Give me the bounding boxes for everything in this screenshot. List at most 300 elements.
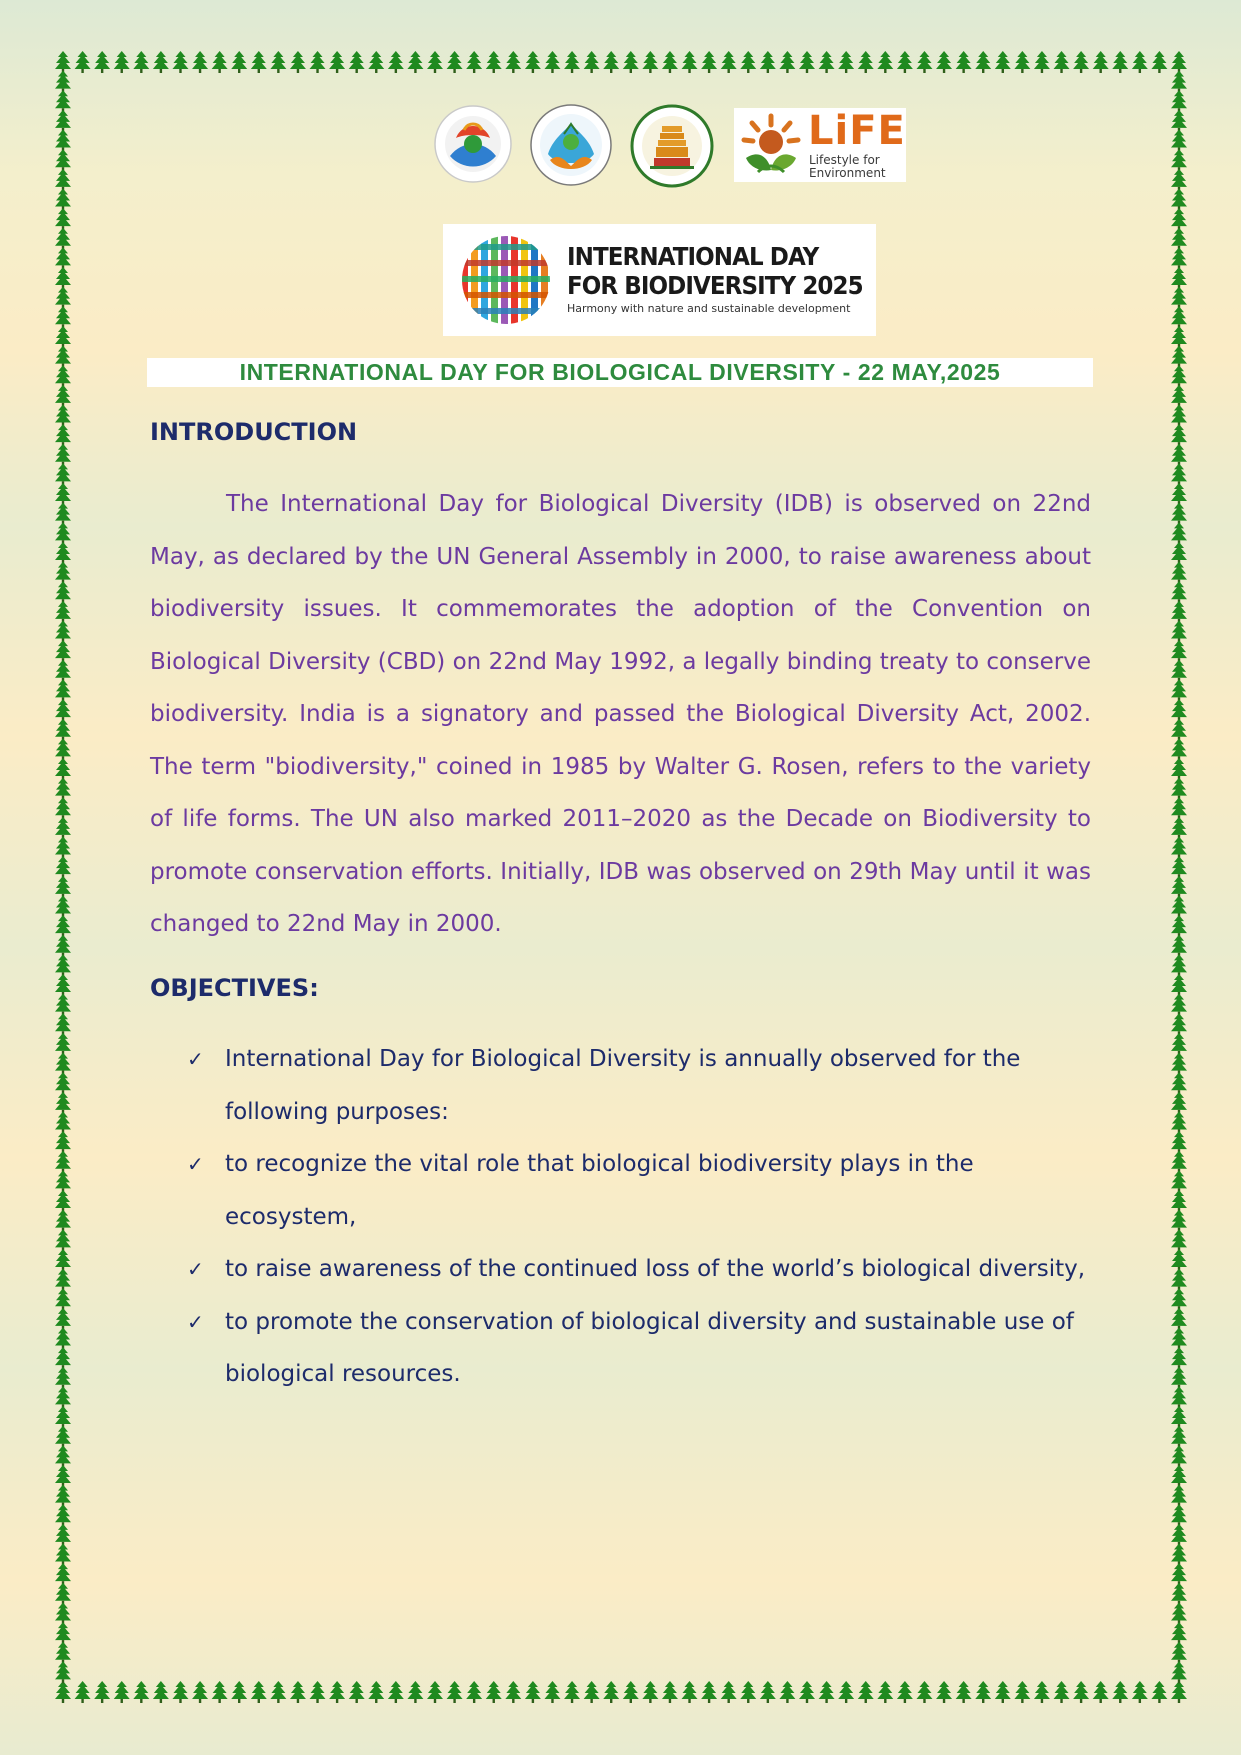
tree-icon bbox=[55, 1622, 71, 1644]
tree-icon bbox=[55, 169, 71, 191]
tree-icon bbox=[525, 51, 541, 73]
tree-icon bbox=[1171, 1013, 1187, 1035]
tree-icon bbox=[1171, 1210, 1187, 1232]
tree-icon bbox=[55, 1524, 71, 1546]
tree-icon bbox=[858, 51, 874, 73]
tree-icon bbox=[819, 1681, 835, 1703]
tree-icon bbox=[427, 51, 443, 73]
tree-icon bbox=[55, 130, 71, 152]
tree-icon bbox=[55, 1092, 71, 1114]
objective-text: International Day for Biological Diversity is annually observed for the following purposes: bbox=[225, 1046, 1021, 1125]
tree-icon bbox=[1171, 1661, 1187, 1683]
life-logo-text: LiFE bbox=[808, 108, 906, 154]
tree-icon bbox=[231, 51, 247, 73]
tree-icon bbox=[1171, 1583, 1187, 1605]
tree-icon bbox=[1171, 51, 1187, 73]
tree-icon bbox=[55, 306, 71, 328]
tree-icon bbox=[956, 51, 972, 73]
tree-icon bbox=[1014, 1681, 1030, 1703]
tree-icon bbox=[55, 778, 71, 800]
tree-icon bbox=[55, 837, 71, 859]
tree-icon bbox=[388, 1681, 404, 1703]
tree-icon bbox=[1151, 1681, 1167, 1703]
tree-icon bbox=[1171, 346, 1187, 368]
tree-icon bbox=[799, 1681, 815, 1703]
tree-icon bbox=[55, 581, 71, 603]
tree-icon bbox=[1171, 1170, 1187, 1192]
tree-icon bbox=[819, 51, 835, 73]
tree-icon bbox=[55, 1033, 71, 1055]
tree-icon bbox=[1171, 306, 1187, 328]
tree-icon bbox=[486, 1681, 502, 1703]
tree-icon bbox=[55, 1426, 71, 1448]
tree-icon bbox=[55, 1367, 71, 1389]
tree-icon bbox=[1093, 1681, 1109, 1703]
tree-icon bbox=[1171, 935, 1187, 957]
tree-icon bbox=[55, 895, 71, 917]
banner-title bbox=[567, 242, 863, 300]
check-icon: ✓ bbox=[187, 1047, 204, 1071]
tree-icon bbox=[55, 738, 71, 760]
tree-icon bbox=[133, 1681, 149, 1703]
tree-icon bbox=[1171, 1445, 1187, 1467]
tree-icon bbox=[55, 463, 71, 485]
tree-icon bbox=[1171, 915, 1187, 937]
tree-icon bbox=[447, 51, 463, 73]
tree-icon bbox=[55, 1504, 71, 1526]
objective-item bbox=[178, 1243, 1098, 1296]
tree-icon bbox=[55, 503, 71, 525]
tree-icon bbox=[1171, 1288, 1187, 1310]
tree-icon bbox=[55, 954, 71, 976]
tree-icon bbox=[721, 51, 737, 73]
eiacp-logo bbox=[528, 100, 614, 190]
tree-icon bbox=[94, 1681, 110, 1703]
tree-icon bbox=[1171, 1347, 1187, 1369]
banner-tagline: Harmony with nature and sustainable development bbox=[567, 302, 851, 315]
tree-icon bbox=[55, 660, 71, 682]
tree-icon bbox=[1132, 51, 1148, 73]
tree-icon bbox=[270, 1681, 286, 1703]
tree-icon bbox=[1073, 51, 1089, 73]
tree-icon bbox=[1171, 149, 1187, 171]
check-icon: ✓ bbox=[187, 1152, 204, 1176]
tree-icon bbox=[1073, 1681, 1089, 1703]
tree-icon bbox=[838, 51, 854, 73]
tree-icon bbox=[55, 1190, 71, 1212]
tree-icon bbox=[55, 267, 71, 289]
tree-icon bbox=[1171, 562, 1187, 584]
tree-icon bbox=[1171, 1426, 1187, 1448]
tree-icon bbox=[55, 1661, 71, 1683]
tree-icon bbox=[75, 51, 91, 73]
tree-icon bbox=[55, 1386, 71, 1408]
tree-icon bbox=[1171, 1269, 1187, 1291]
tree-icon bbox=[55, 719, 71, 741]
tamil-nadu-govt-emblem bbox=[630, 100, 714, 194]
tree-icon bbox=[486, 51, 502, 73]
tree-icon bbox=[55, 71, 71, 93]
tree-icon bbox=[897, 1681, 913, 1703]
tree-icon bbox=[1171, 1406, 1187, 1428]
tree-icon bbox=[55, 562, 71, 584]
tree-icon bbox=[251, 1681, 267, 1703]
tree-icon bbox=[1171, 169, 1187, 191]
tree-icon bbox=[1171, 738, 1187, 760]
tree-icon bbox=[1171, 90, 1187, 112]
tree-icon bbox=[799, 51, 815, 73]
tree-icon bbox=[466, 51, 482, 73]
tree-icon bbox=[1171, 640, 1187, 662]
tree-icon bbox=[1171, 444, 1187, 466]
tree-icon bbox=[1171, 208, 1187, 230]
tree-icon bbox=[1171, 1092, 1187, 1114]
tree-icon bbox=[55, 876, 71, 898]
tree-icon bbox=[1171, 758, 1187, 780]
check-icon: ✓ bbox=[187, 1309, 204, 1334]
tree-icon bbox=[349, 1681, 365, 1703]
tree-icon bbox=[1171, 719, 1187, 741]
tree-icon bbox=[779, 51, 795, 73]
tree-icon bbox=[55, 287, 71, 309]
objective-item bbox=[178, 1138, 1098, 1243]
objectives-title: OBJECTIVES: bbox=[150, 974, 319, 1002]
tree-icon bbox=[55, 856, 71, 878]
tree-icon bbox=[1171, 954, 1187, 976]
tree-icon bbox=[1171, 503, 1187, 525]
tree-icon bbox=[55, 1013, 71, 1035]
tree-icon bbox=[55, 1465, 71, 1487]
tree-icon bbox=[55, 1328, 71, 1350]
tree-icon bbox=[192, 1681, 208, 1703]
tree-icon bbox=[55, 385, 71, 407]
tree-icon bbox=[55, 1563, 71, 1585]
banner-title-line1: INTERNATIONAL DAY bbox=[567, 242, 819, 271]
tree-icon bbox=[1171, 660, 1187, 682]
tree-icon bbox=[1171, 837, 1187, 859]
tree-icon bbox=[603, 1681, 619, 1703]
tree-icon bbox=[936, 51, 952, 73]
life-logo-subtitle: Lifestyle for Environment bbox=[809, 153, 886, 180]
tree-icon bbox=[114, 1681, 130, 1703]
tree-icon bbox=[1171, 326, 1187, 348]
tree-icon bbox=[701, 1681, 717, 1703]
tree-icon bbox=[1171, 287, 1187, 309]
tree-icon bbox=[55, 994, 71, 1016]
objective-item bbox=[178, 1296, 1098, 1401]
tree-icon bbox=[1112, 1681, 1128, 1703]
tree-icon bbox=[407, 1681, 423, 1703]
tree-icon bbox=[329, 51, 345, 73]
tree-icon bbox=[55, 679, 71, 701]
objective-item bbox=[178, 1033, 1098, 1138]
tree-icon bbox=[310, 1681, 326, 1703]
tree-icon bbox=[172, 1681, 188, 1703]
tree-icon bbox=[1034, 1681, 1050, 1703]
tree-icon bbox=[1171, 1465, 1187, 1487]
tree-icon bbox=[1171, 601, 1187, 623]
tree-icon bbox=[153, 51, 169, 73]
tree-icon bbox=[55, 1544, 71, 1566]
tree-icon bbox=[1171, 110, 1187, 132]
tree-icon bbox=[662, 51, 678, 73]
tree-icon bbox=[55, 915, 71, 937]
tree-icon bbox=[505, 1681, 521, 1703]
tree-icon bbox=[584, 1681, 600, 1703]
tree-icon bbox=[172, 51, 188, 73]
tree-icon bbox=[55, 797, 71, 819]
tree-icon bbox=[466, 1681, 482, 1703]
tree-icon bbox=[1171, 1386, 1187, 1408]
tree-icon bbox=[505, 51, 521, 73]
tree-icon bbox=[936, 1681, 952, 1703]
tree-icon bbox=[290, 51, 306, 73]
tree-icon bbox=[682, 51, 698, 73]
tree-icon bbox=[368, 1681, 384, 1703]
tree-icon bbox=[1171, 522, 1187, 544]
tree-icon bbox=[1171, 621, 1187, 643]
tree-icon bbox=[916, 1681, 932, 1703]
tree-icon bbox=[310, 51, 326, 73]
tree-icon bbox=[55, 1681, 71, 1703]
tree-icon bbox=[1171, 1328, 1187, 1350]
tree-icon bbox=[231, 1681, 247, 1703]
tree-icon bbox=[1171, 71, 1187, 93]
tree-icon bbox=[55, 346, 71, 368]
introduction-title: INTRODUCTION bbox=[150, 418, 358, 446]
tree-icon bbox=[544, 1681, 560, 1703]
tree-icon bbox=[1171, 404, 1187, 426]
tree-icon bbox=[368, 51, 384, 73]
national-institute-logo bbox=[432, 100, 514, 188]
tree-icon bbox=[1171, 778, 1187, 800]
tree-icon bbox=[740, 1681, 756, 1703]
tree-icon bbox=[55, 1642, 71, 1664]
life-logo bbox=[734, 108, 906, 182]
tree-icon bbox=[55, 1288, 71, 1310]
tree-icon bbox=[55, 1249, 71, 1271]
tree-icon bbox=[55, 90, 71, 112]
tree-icon bbox=[212, 51, 228, 73]
tree-icon bbox=[94, 51, 110, 73]
tree-icon bbox=[55, 601, 71, 623]
tree-icon bbox=[916, 51, 932, 73]
tree-icon bbox=[55, 149, 71, 171]
tree-icon bbox=[251, 51, 267, 73]
tree-icon bbox=[329, 1681, 345, 1703]
tree-icon bbox=[838, 1681, 854, 1703]
tree-icon bbox=[114, 51, 130, 73]
tree-icon bbox=[1171, 247, 1187, 269]
tree-icon bbox=[1171, 1111, 1187, 1133]
tree-icon bbox=[55, 1406, 71, 1428]
tree-icon bbox=[1171, 817, 1187, 839]
tree-icon bbox=[270, 51, 286, 73]
tree-icon bbox=[1171, 542, 1187, 564]
tree-icon bbox=[1171, 1602, 1187, 1624]
tree-icon bbox=[55, 1210, 71, 1232]
tree-icon bbox=[290, 1681, 306, 1703]
tree-icon bbox=[55, 1583, 71, 1605]
tree-icon bbox=[1171, 424, 1187, 446]
check-icon: ✓ bbox=[187, 1257, 204, 1281]
tree-icon bbox=[1171, 1131, 1187, 1153]
tree-icon bbox=[1112, 51, 1128, 73]
tree-icon bbox=[1171, 1485, 1187, 1507]
idb-2025-banner bbox=[443, 224, 876, 336]
tree-icon bbox=[55, 1111, 71, 1133]
tree-icon bbox=[642, 1681, 658, 1703]
tree-icon bbox=[1171, 1504, 1187, 1526]
tree-icon bbox=[525, 1681, 541, 1703]
tree-icon bbox=[858, 1681, 874, 1703]
tree-icon bbox=[975, 51, 991, 73]
tree-icon bbox=[623, 1681, 639, 1703]
tree-icon bbox=[55, 1131, 71, 1153]
tree-icon bbox=[55, 228, 71, 250]
objective-text: to raise awareness of the continued loss of the world’s biological diversity, bbox=[225, 1256, 1086, 1282]
tree-icon bbox=[55, 542, 71, 564]
tree-icon bbox=[55, 51, 71, 73]
tree-icon bbox=[1132, 1681, 1148, 1703]
tree-icon bbox=[1171, 1151, 1187, 1173]
tree-icon bbox=[1171, 1367, 1187, 1389]
tree-icon bbox=[55, 424, 71, 446]
tree-icon bbox=[55, 1151, 71, 1173]
tree-icon bbox=[1171, 1249, 1187, 1271]
tree-icon bbox=[1151, 51, 1167, 73]
tree-icon bbox=[55, 699, 71, 721]
banner-title-line2: FOR BIODIVERSITY 2025 bbox=[567, 271, 863, 300]
tree-icon bbox=[133, 51, 149, 73]
introduction-body: The International Day for Biological Diversity (IDB) is observed on 22nd May, as declared by the UN General Assembly in 2000, to raise awareness about biodiversity issues. It commemorates the adoption of the Convention on Biological Diversity (CBD) on 22nd May 1992, a legally binding treaty to conserve biodiversity. India is a signatory and passed the Biological Diversity Act, 2002. The term "biodiversity," coined in 1985 by Walter G. Rosen, refers to the variety of life forms. The UN also marked 2011–2020 as the Decade on Biodiversity to promote conservation efforts. Initially, IDB was observed on 29th May until it was changed to 22nd May in 2000. bbox=[150, 491, 1091, 937]
tree-icon bbox=[1171, 483, 1187, 505]
tree-icon bbox=[55, 974, 71, 996]
tree-icon bbox=[740, 51, 756, 73]
tree-icon bbox=[623, 51, 639, 73]
tree-icon bbox=[1171, 463, 1187, 485]
tree-icon bbox=[55, 1308, 71, 1330]
tree-icon bbox=[1171, 1053, 1187, 1075]
tree-icon bbox=[1171, 1681, 1187, 1703]
tree-icon bbox=[349, 51, 365, 73]
tree-icon bbox=[662, 1681, 678, 1703]
tree-icon bbox=[1014, 51, 1030, 73]
tree-icon bbox=[55, 758, 71, 780]
logos-row bbox=[430, 100, 910, 196]
tree-icon bbox=[55, 483, 71, 505]
tree-icon bbox=[55, 1602, 71, 1624]
tree-icon bbox=[995, 1681, 1011, 1703]
tree-icon bbox=[1171, 994, 1187, 1016]
tree-icon bbox=[584, 51, 600, 73]
tree-icon bbox=[1054, 1681, 1070, 1703]
tree-icon bbox=[1171, 974, 1187, 996]
tree-icon bbox=[1171, 267, 1187, 289]
tree-icon bbox=[1171, 699, 1187, 721]
tree-icon bbox=[760, 1681, 776, 1703]
tree-icon bbox=[55, 208, 71, 230]
tree-icon bbox=[1171, 895, 1187, 917]
tree-icon bbox=[682, 1681, 698, 1703]
tree-icon bbox=[153, 1681, 169, 1703]
tree-icon bbox=[55, 640, 71, 662]
tree-icon bbox=[55, 1229, 71, 1251]
tree-icon bbox=[55, 1485, 71, 1507]
tree-icon bbox=[1171, 1524, 1187, 1546]
tree-icon bbox=[1171, 581, 1187, 603]
tree-icon bbox=[55, 247, 71, 269]
tree-icon bbox=[1171, 365, 1187, 387]
tree-icon bbox=[212, 1681, 228, 1703]
tree-icon bbox=[995, 51, 1011, 73]
tree-icon bbox=[564, 1681, 580, 1703]
tree-icon bbox=[975, 1681, 991, 1703]
tree-icon bbox=[1171, 1072, 1187, 1094]
tree-icon bbox=[779, 1681, 795, 1703]
tree-icon bbox=[1171, 385, 1187, 407]
tree-icon bbox=[1171, 679, 1187, 701]
objective-text: to recognize the vital role that biological biodiversity plays in the ecosystem, bbox=[225, 1151, 974, 1230]
tree-icon bbox=[1093, 51, 1109, 73]
tree-icon bbox=[1171, 1563, 1187, 1585]
sun-leaf-icon bbox=[738, 112, 804, 178]
tree-icon bbox=[1171, 797, 1187, 819]
tree-icon bbox=[55, 188, 71, 210]
tree-icon bbox=[55, 522, 71, 544]
tree-icon bbox=[55, 1053, 71, 1075]
tree-icon bbox=[55, 1347, 71, 1369]
tree-icon bbox=[877, 51, 893, 73]
tree-icon bbox=[1171, 228, 1187, 250]
tree-icon bbox=[55, 326, 71, 348]
tree-icon bbox=[447, 1681, 463, 1703]
tree-icon bbox=[544, 51, 560, 73]
tree-icon bbox=[75, 1681, 91, 1703]
tree-icon bbox=[1171, 1033, 1187, 1055]
tree-icon bbox=[55, 365, 71, 387]
tree-icon bbox=[956, 1681, 972, 1703]
tree-icon bbox=[642, 51, 658, 73]
objective-text: to promote the conservation of biological diversity and sustainable use of biological resources. bbox=[225, 1308, 1074, 1387]
tree-icon bbox=[721, 1681, 737, 1703]
tree-icon bbox=[760, 51, 776, 73]
tree-icon bbox=[55, 935, 71, 957]
tree-icon bbox=[407, 51, 423, 73]
objectives-list bbox=[178, 1033, 1098, 1401]
tree-icon bbox=[55, 621, 71, 643]
tree-icon bbox=[564, 51, 580, 73]
tree-icon bbox=[55, 817, 71, 839]
tree-icon bbox=[192, 51, 208, 73]
tree-icon bbox=[1171, 1642, 1187, 1664]
tree-icon bbox=[1171, 188, 1187, 210]
tree-icon bbox=[388, 51, 404, 73]
document-heading: INTERNATIONAL DAY FOR BIOLOGICAL DIVERSITY - 22 MAY,2025 bbox=[239, 359, 1001, 385]
tree-icon bbox=[1171, 1622, 1187, 1644]
tree-icon bbox=[603, 51, 619, 73]
tree-icon bbox=[1171, 1190, 1187, 1212]
woven-circle-icon bbox=[457, 234, 555, 326]
tree-icon bbox=[1054, 51, 1070, 73]
tree-icon bbox=[55, 1170, 71, 1192]
tree-icon bbox=[1171, 856, 1187, 878]
tree-icon bbox=[1171, 1229, 1187, 1251]
tree-icon bbox=[1171, 1308, 1187, 1330]
tree-icon bbox=[427, 1681, 443, 1703]
tree-icon bbox=[55, 110, 71, 132]
tree-icon bbox=[701, 51, 717, 73]
